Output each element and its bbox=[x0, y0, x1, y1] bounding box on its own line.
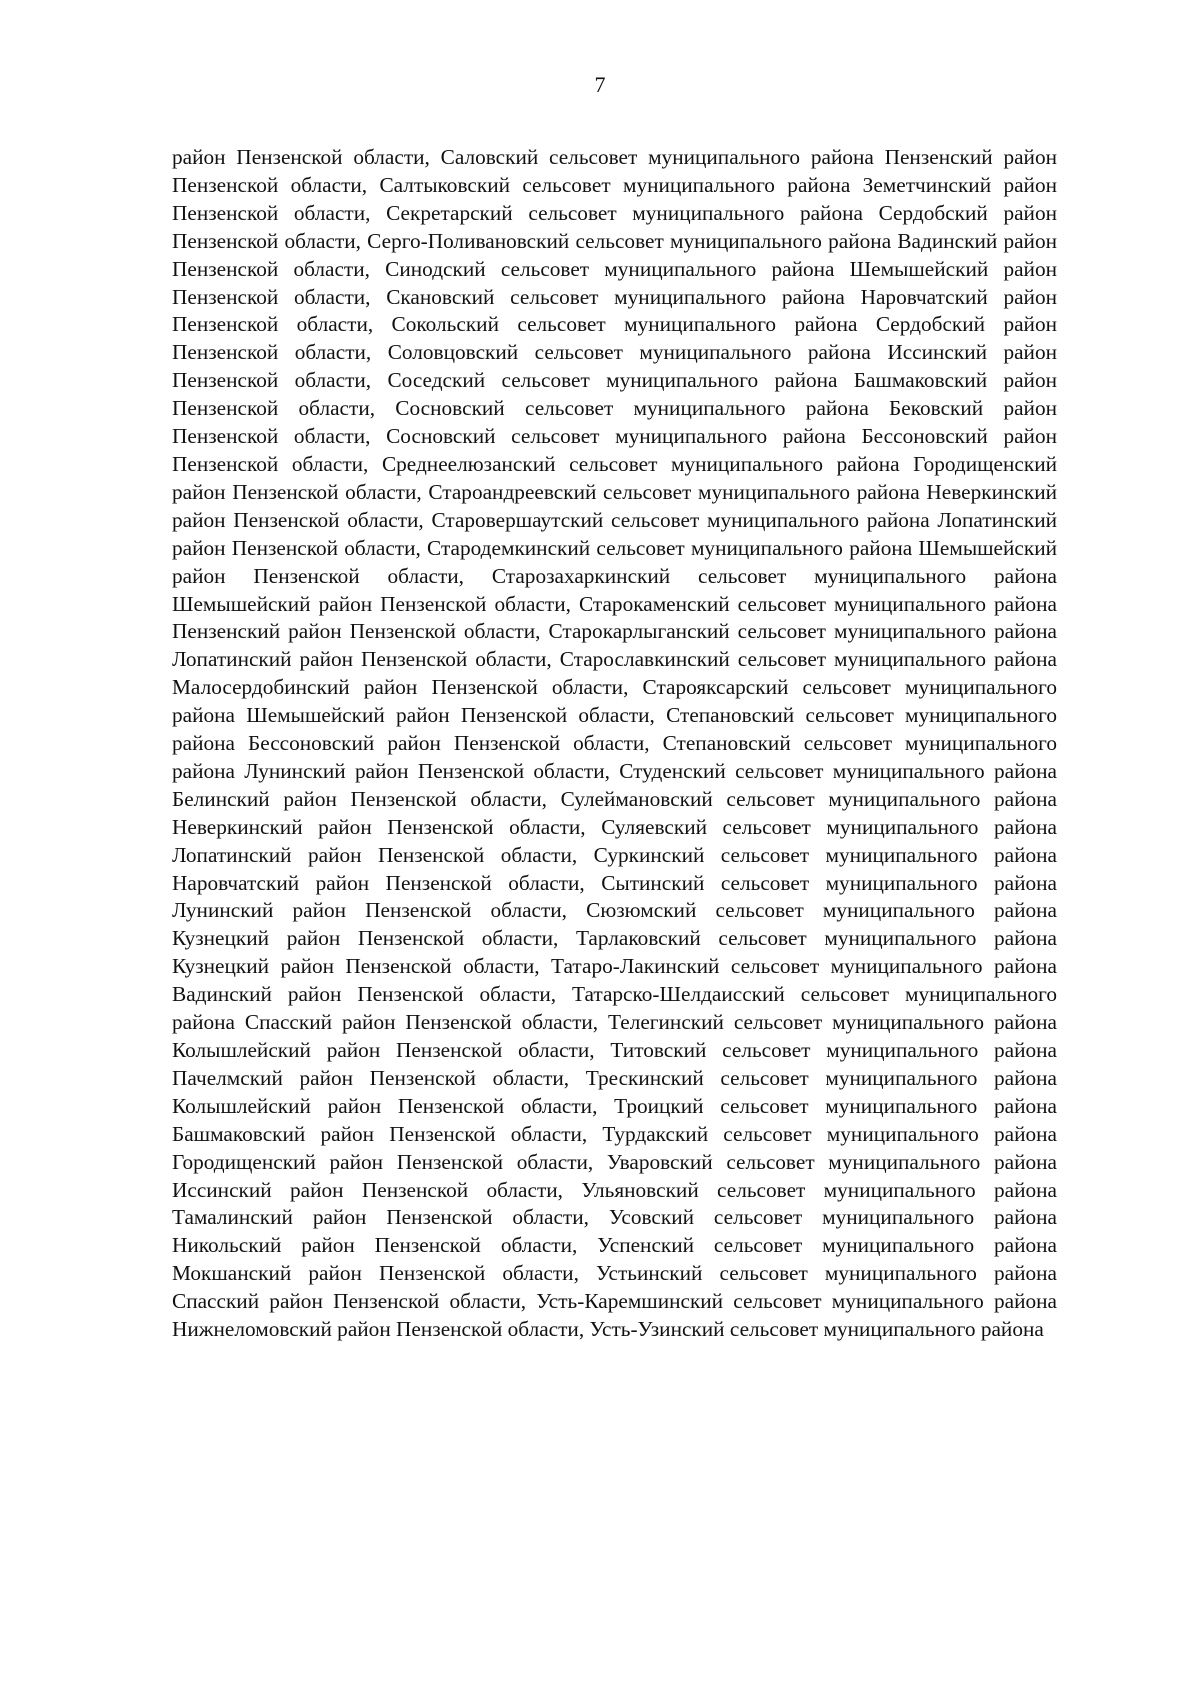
page-number: 7 bbox=[594, 72, 606, 97]
body-paragraph: район Пензенской области, Саловский сельсовет муниципального района Пензенский район Пензенской области, Салтыковский сельсовет муниципального района Земетчинский район Пензенской области, Секретарский сельсовет муниципального района Сердобский район Пензенской области, Серго-Поливановский сельсовет муниципального района Вадинский район Пензенской области, Синодский сельсовет муниципального района Шемышейский район Пензенской области, Сканoвский сельсовет муниципального района Наровчатский район Пензенской области, Сокольский сельсовет муниципального района Сердобский район Пензенской области, Соловцовский сельсовет муниципального района Иссинский район Пензенской области, Соседский сельсовет муниципального района Башмаковский район Пензенской области, Сосновский сельсовет муниципального района Бековский район Пензенской области, Сосновский сельсовет муниципального района Бессоновский район Пензенской области, Среднеелюзанский сельсовет муниципального района Городищенский район Пензенской области, Староандреевский сельсовет муниципального района Неверкинский район Пензенской области, Старовершаутский сельсовет муниципального района Лопатинский район Пензенской области, Стародемкинский сельсовет муниципального района Шемышейский район Пензенской области, Старозахаркинский сельсовет муниципального района Шемышейский район Пензенской области, Старокаменский сельсовет муниципального района Пензенский район Пензенской области, Старокарлыганский сельсовет муниципального района Лопатинский район Пензенской области, Старославкинский сельсовет муниципального района Малосердобинский район Пензенской области, Старояксарский сельсовет муниципального района Шемышейский район Пензенской области, Степановский сельсовет муниципального района Бессоновский район Пензенской области, Степановский сельсовет муниципального района Лунинский район Пензенской области, Студенский сельсовет муниципального района Белинский район Пензенской области, Сулеймановский сельсовет муниципального района Неверкинский район Пензенской области, Суляевский сельсовет муниципального района Лопатинский район Пензенской области, Суркинский сельсовет муниципального района Наровчатский район Пензенской области, Сытинский сельсовет муниципального района Лунинский район Пензенской области, Сюзюмский сельсовет муниципального района Кузнецкий район Пензенской области, Тарлаковский сельсовет муниципального района Кузнецкий район Пензенской области, Татаро-Лакинский сельсовет муниципального района Вадинский район Пензенской области, Татарско-Шелдаисский сельсовет муниципального района Спасский район Пензенской области, Телегинский сельсовет муниципального района Колышлейский район Пензенской области, Титовский сельсовет муниципального района Пачелмский район Пензенской области, Трескинский сельсовет муниципального района Колышлейский район Пензенской области, Троицкий сельсовет муниципального района Башмаковский район Пензенской области, Турдакский сельсовет муниципального района Городищенский район Пензенской области, Уваровский сельсовет муниципального района Иссинский район Пензенской области, Ульяновский сельсовет муниципального района Тамалинский район Пензенской области, Усовский сельсовет муниципального района Никольский район Пензенской области, Успенский сельсовет муниципального района Мокшанский район Пензенской области, Устьинский сельсовет муниципального района Спасский район Пензенской области, Усть-Каремшинский сельсовет муниципального района Нижнеломовский район Пензенской области, Усть-Узинский сельсовет муниципального района bbox=[172, 145, 1057, 1342]
